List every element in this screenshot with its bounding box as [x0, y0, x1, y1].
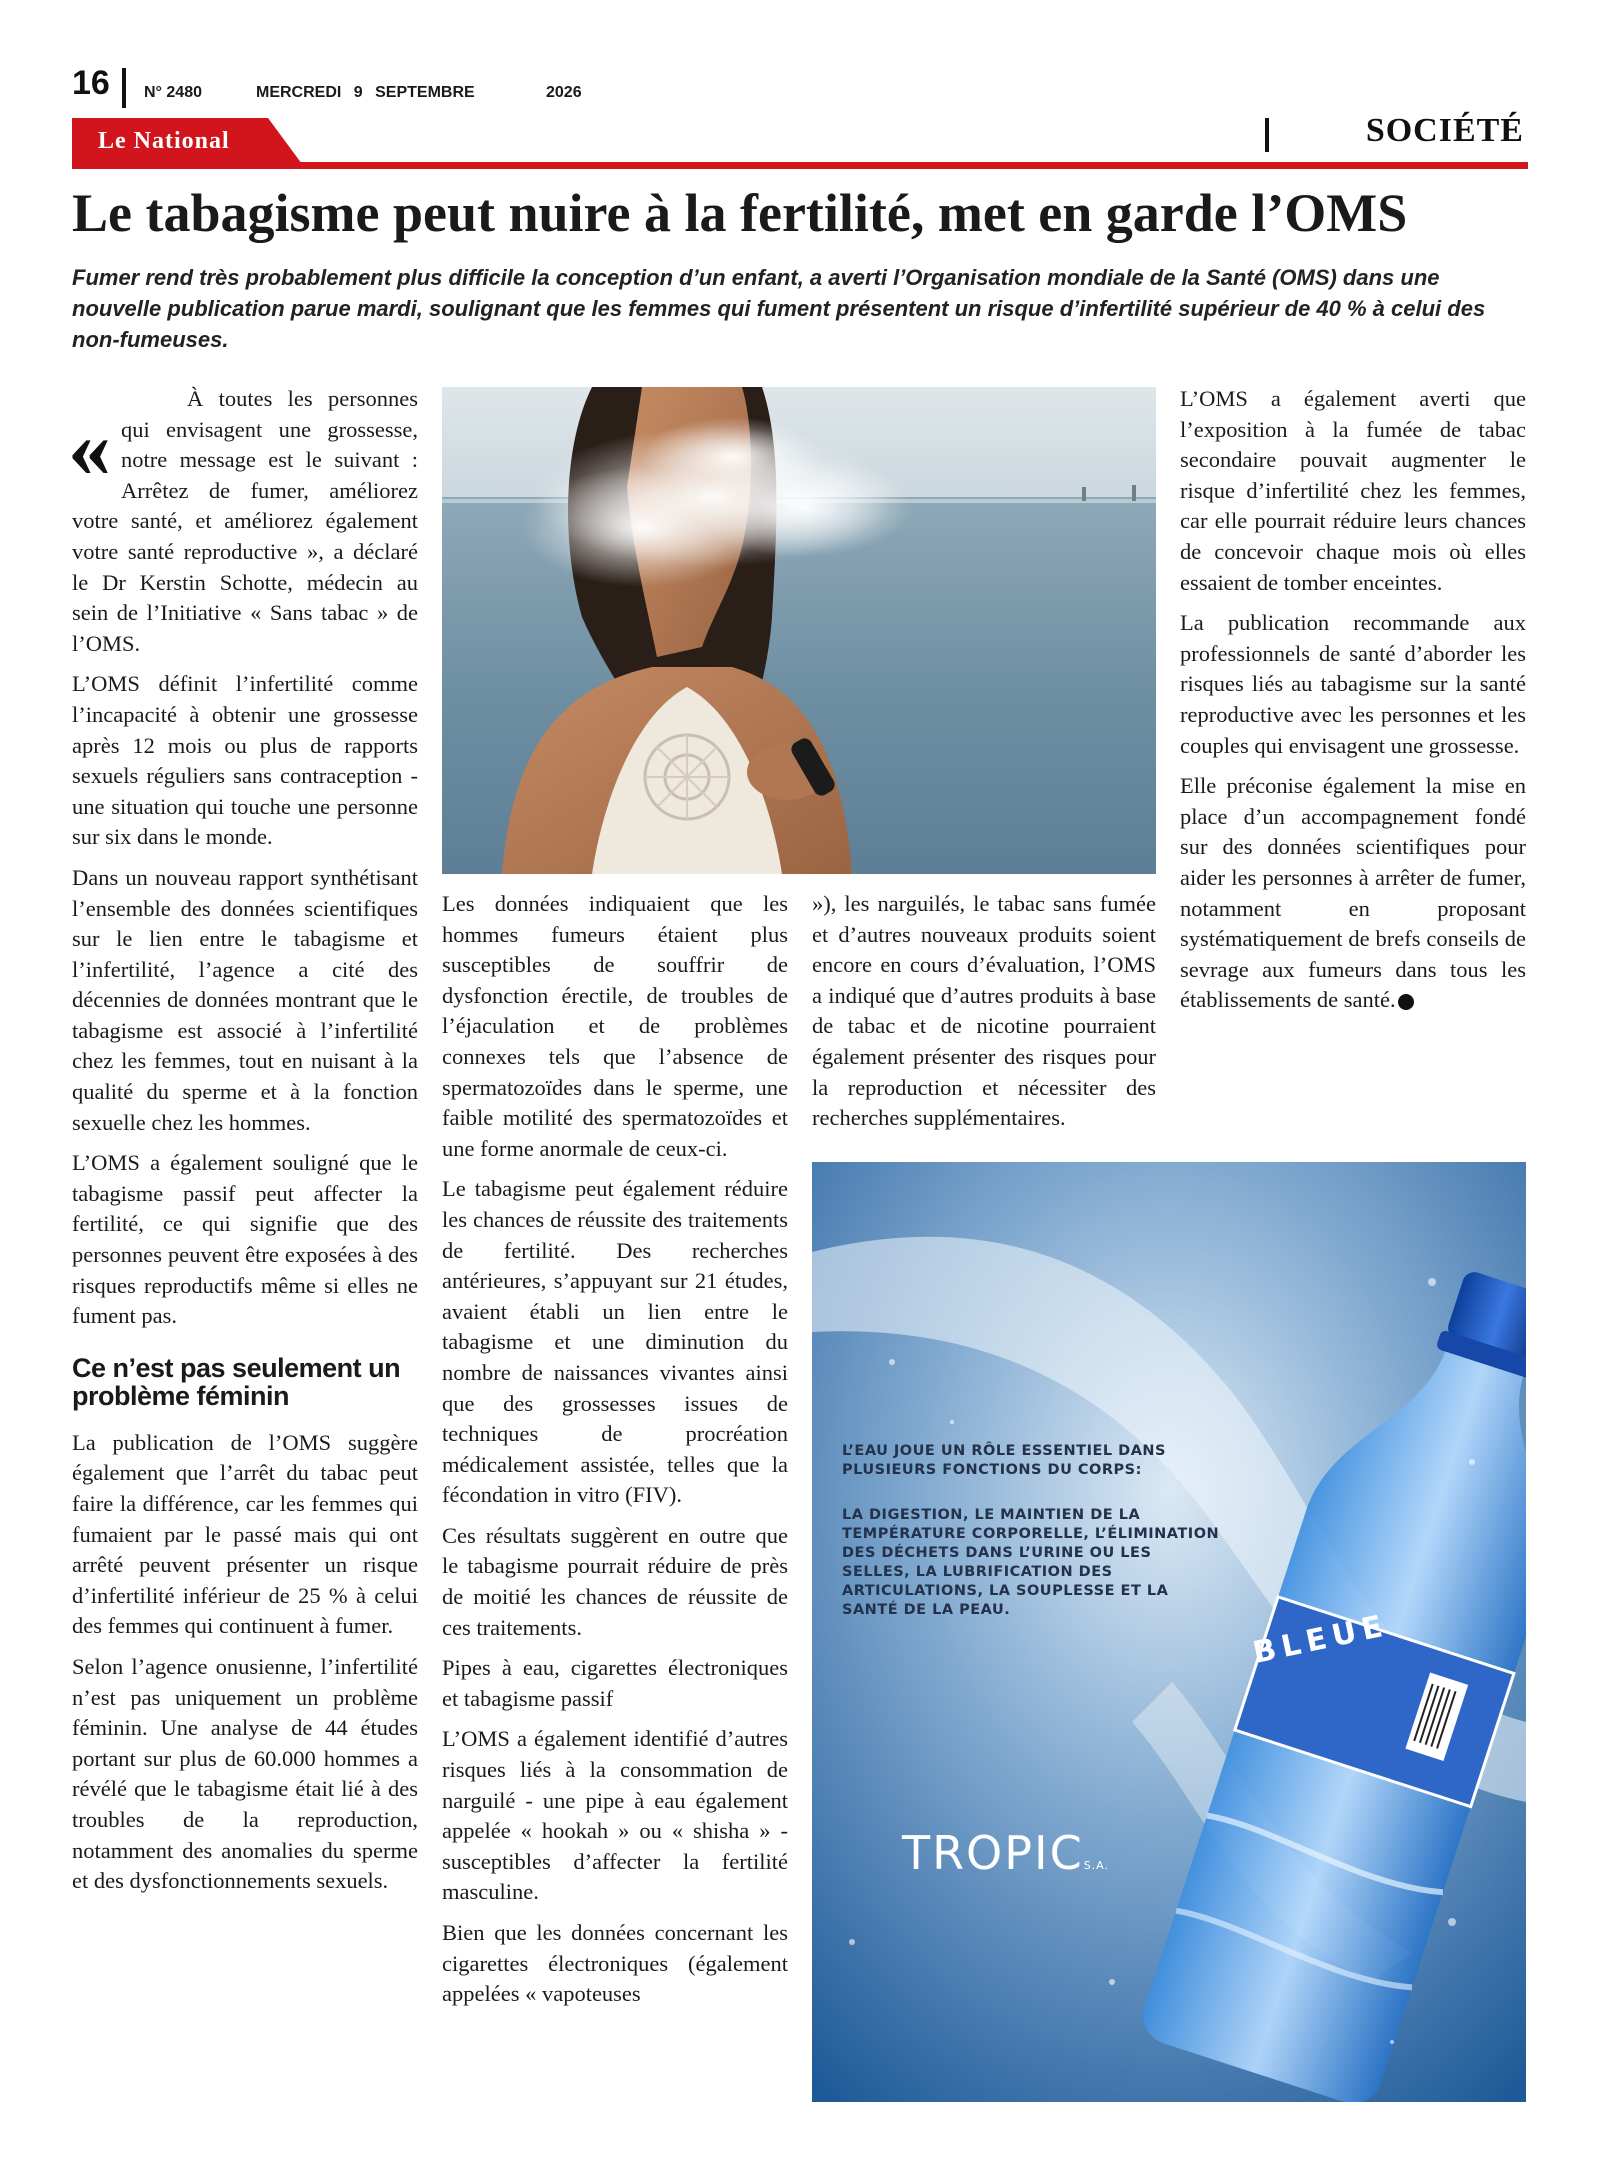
issue-year: 2026 [546, 84, 582, 101]
section-title: SOCIÉTÉ [1365, 112, 1524, 149]
article-column-1 [68, 384, 418, 1907]
paragraph: Ces résultats suggèrent en outre que le tabagisme pourrait réduire de près de moitié les chances de réussite de ces traitements. [442, 1522, 788, 1640]
tropic-brand-suffix: S.A. [1083, 1859, 1110, 1872]
issue-number: N° 2480 [144, 84, 202, 101]
newspaper-brand [72, 118, 302, 164]
article-photo-woman-vaping [442, 387, 1156, 874]
article-column-3 [812, 889, 1156, 1144]
header-divider [122, 68, 126, 108]
paragraph: La publication de l’OMS suggère également que l’arrêt du tabac peut faire la différence, car les femmes qui fumaient par le passé mais qui ont arrêté peuvent présenter un risque d’infertilité inférieur de 25 % à celui des femmes qui continuent à fumer. [72, 1429, 418, 1639]
opening-quote-mark: « [68, 399, 111, 495]
advertisement-tropic-water [812, 1162, 1526, 2102]
article-subhead: Ce n’est pas seulement un problème féminin [72, 1352, 401, 1411]
article-headline: Le tabagisme peut nuire à la fertilité, met en garde l’OMS [72, 183, 1408, 243]
paragraph: Dans un nouveau rapport synthétisant l’ensemble des données scientifiques sur le lien entre le tabagisme et l’infertilité, l’agence a cité des décennies de données montrant que le tabagisme est associé à l’infertilité chez les femmes, tout en nuisant à la qualité du sperme et à la fonction sexuelle chez les hommes. [72, 864, 418, 1135]
paragraph: Bien que les données concernant les cigarettes électroniques (également appelées « vapoteuses [442, 1920, 788, 2007]
paragraph [1180, 771, 1526, 1016]
page-number: 16 [72, 64, 110, 102]
paragraph: Les données indiquaient que les hommes fumeurs étaient plus susceptibles de souffrir de dysfonction érectile, de troubles de l’éjaculation et de problèmes connexes tels que l’absence de spermatozoïdes dans le sperme, une faible motilité des spermatozoïdes et une forme anormale de ceux-ci. [442, 891, 788, 1161]
tropic-logo [902, 1826, 1109, 1880]
paragraph: À toutes les personnes qui envisagent une grossesse, notre message est le suivant : Arrêtez de fumer, améliorez votre santé, et améliorez également votre santé reproductive », a déclaré le Dr Kerstin Schotte, médecin au sein de l’Initiative « Sans tabac » de l’OMS. [72, 386, 418, 656]
paragraph: L’OMS a également souligné que le tabagisme passif peut affecter la fertilité, ce qui signifie que des personnes peuvent être exposées à des risques reproductifs même si elles ne fument pas. [72, 1150, 418, 1329]
article-column-4 [1180, 384, 1526, 1026]
photo-illustration [442, 387, 1156, 874]
paragraph: L’OMS définit l’infertilité comme l’incapacité à obtenir une grossesse après 12 mois ou plus de rapports sexuels réguliers sans contraception - une situation qui touche une personne sur six dans le monde. [72, 671, 418, 850]
header-rule [72, 162, 1528, 169]
paragraph: »), les narguilés, le tabac sans fumée et d’autres nouveaux produits soient encore en cours d’évaluation, l’OMS a indiqué que d’autres produits à base de tabac et de nicotine pourraient également présenter des risques pour la reproduction et nécessiter des recherches supplémentaires. [812, 891, 1156, 1131]
article-column-2 [442, 889, 788, 2020]
paragraph: Pipes à eau, cigarettes électroniques et tabagisme passif [442, 1655, 788, 1711]
ad-body-text: LA DIGESTION, LE MAINTIEN DE LA TEMPÉRATURE CORPORELLE, L’ÉLIMINATION DES DÉCHETS DANS L’URINE OU LES SELLES, LA LUBRIFICATION DES ARTICULATIONS, LA SOUPLESSE ET LA SANTÉ DE LA PEAU. [842, 1507, 1220, 1618]
paragraph-text: Elle préconise également la mise en place d’un accompagnement fondé sur des données scientifiques pour aider les personnes à arrêter de fumer, notamment en proposant systématiquement de brefs conseils de sevrage aux fumeurs dans tous les établissements de santé. [1180, 773, 1526, 1013]
paragraph: L’OMS a également identifié d’autres risques liés à la consommation de narguilé - une pipe à eau également appelée « hookah » ou « shisha » - susceptibles d’affecter la fertilité masculine. [442, 1726, 788, 1905]
end-of-story-icon [1398, 994, 1414, 1010]
paragraph: L’OMS a également averti que l’exposition à la fumée de tabac secondaire pouvait augmenter le risque d’infertilité chez les femmes, car elle pourrait réduire leurs chances de concevoir chaque mois où elles essaient de tomber enceintes. [1180, 386, 1526, 595]
brand-label: Le National [98, 128, 230, 154]
issue-date: MERCREDI 9 SEPTEMBRE [256, 84, 475, 101]
section-divider [1265, 118, 1269, 152]
tropic-brand: TROPIC [902, 1826, 1084, 1880]
ad-illustration [812, 1162, 1526, 2102]
paragraph: La publication recommande aux professionnels de santé d’aborder les risques liés au tabagisme sur la santé reproductive avec les personnes et les couples qui envisagent une grossesse. [1180, 610, 1526, 758]
paragraph: Le tabagisme peut également réduire les chances de réussite des traitements de fertilité. Des recherches antérieures, s’appuyant sur 21 études, avaient établi un lien entre le tabagisme et une diminution du nombre de naissances vivantes ainsi que des grossesses issues de techniques de procréation médicalement assistée, telles que la fécondation in vitro (FIV). [442, 1176, 788, 1508]
paragraph: Selon l’agence onusienne, l’infertilité n’est pas uniquement un problème féminin. Une analyse de 44 études portant sur plus de 60.000 hommes a révélé que le tabagisme était lié à des troubles de la reproduction, notamment des anomalies du sperme et des dysfonctionnements sexuels. [72, 1653, 418, 1894]
article-lead: Fumer rend très probablement plus difficile la conception d’un enfant, a averti l’Organisation mondiale de la Santé (OMS) dans une nouvelle publication parue mardi, soulignant que les femmes qui fument présentent un risque d’infertilité supérieur de 40 % à celui des non-fumeuses. [72, 265, 1486, 352]
ad-headline: L’EAU JOUE UN RÔLE ESSENTIEL DANS PLUSIEURS FONCTIONS DU CORPS: [842, 1443, 1167, 1478]
bottle-label: BLEUE [1249, 1608, 1392, 1671]
